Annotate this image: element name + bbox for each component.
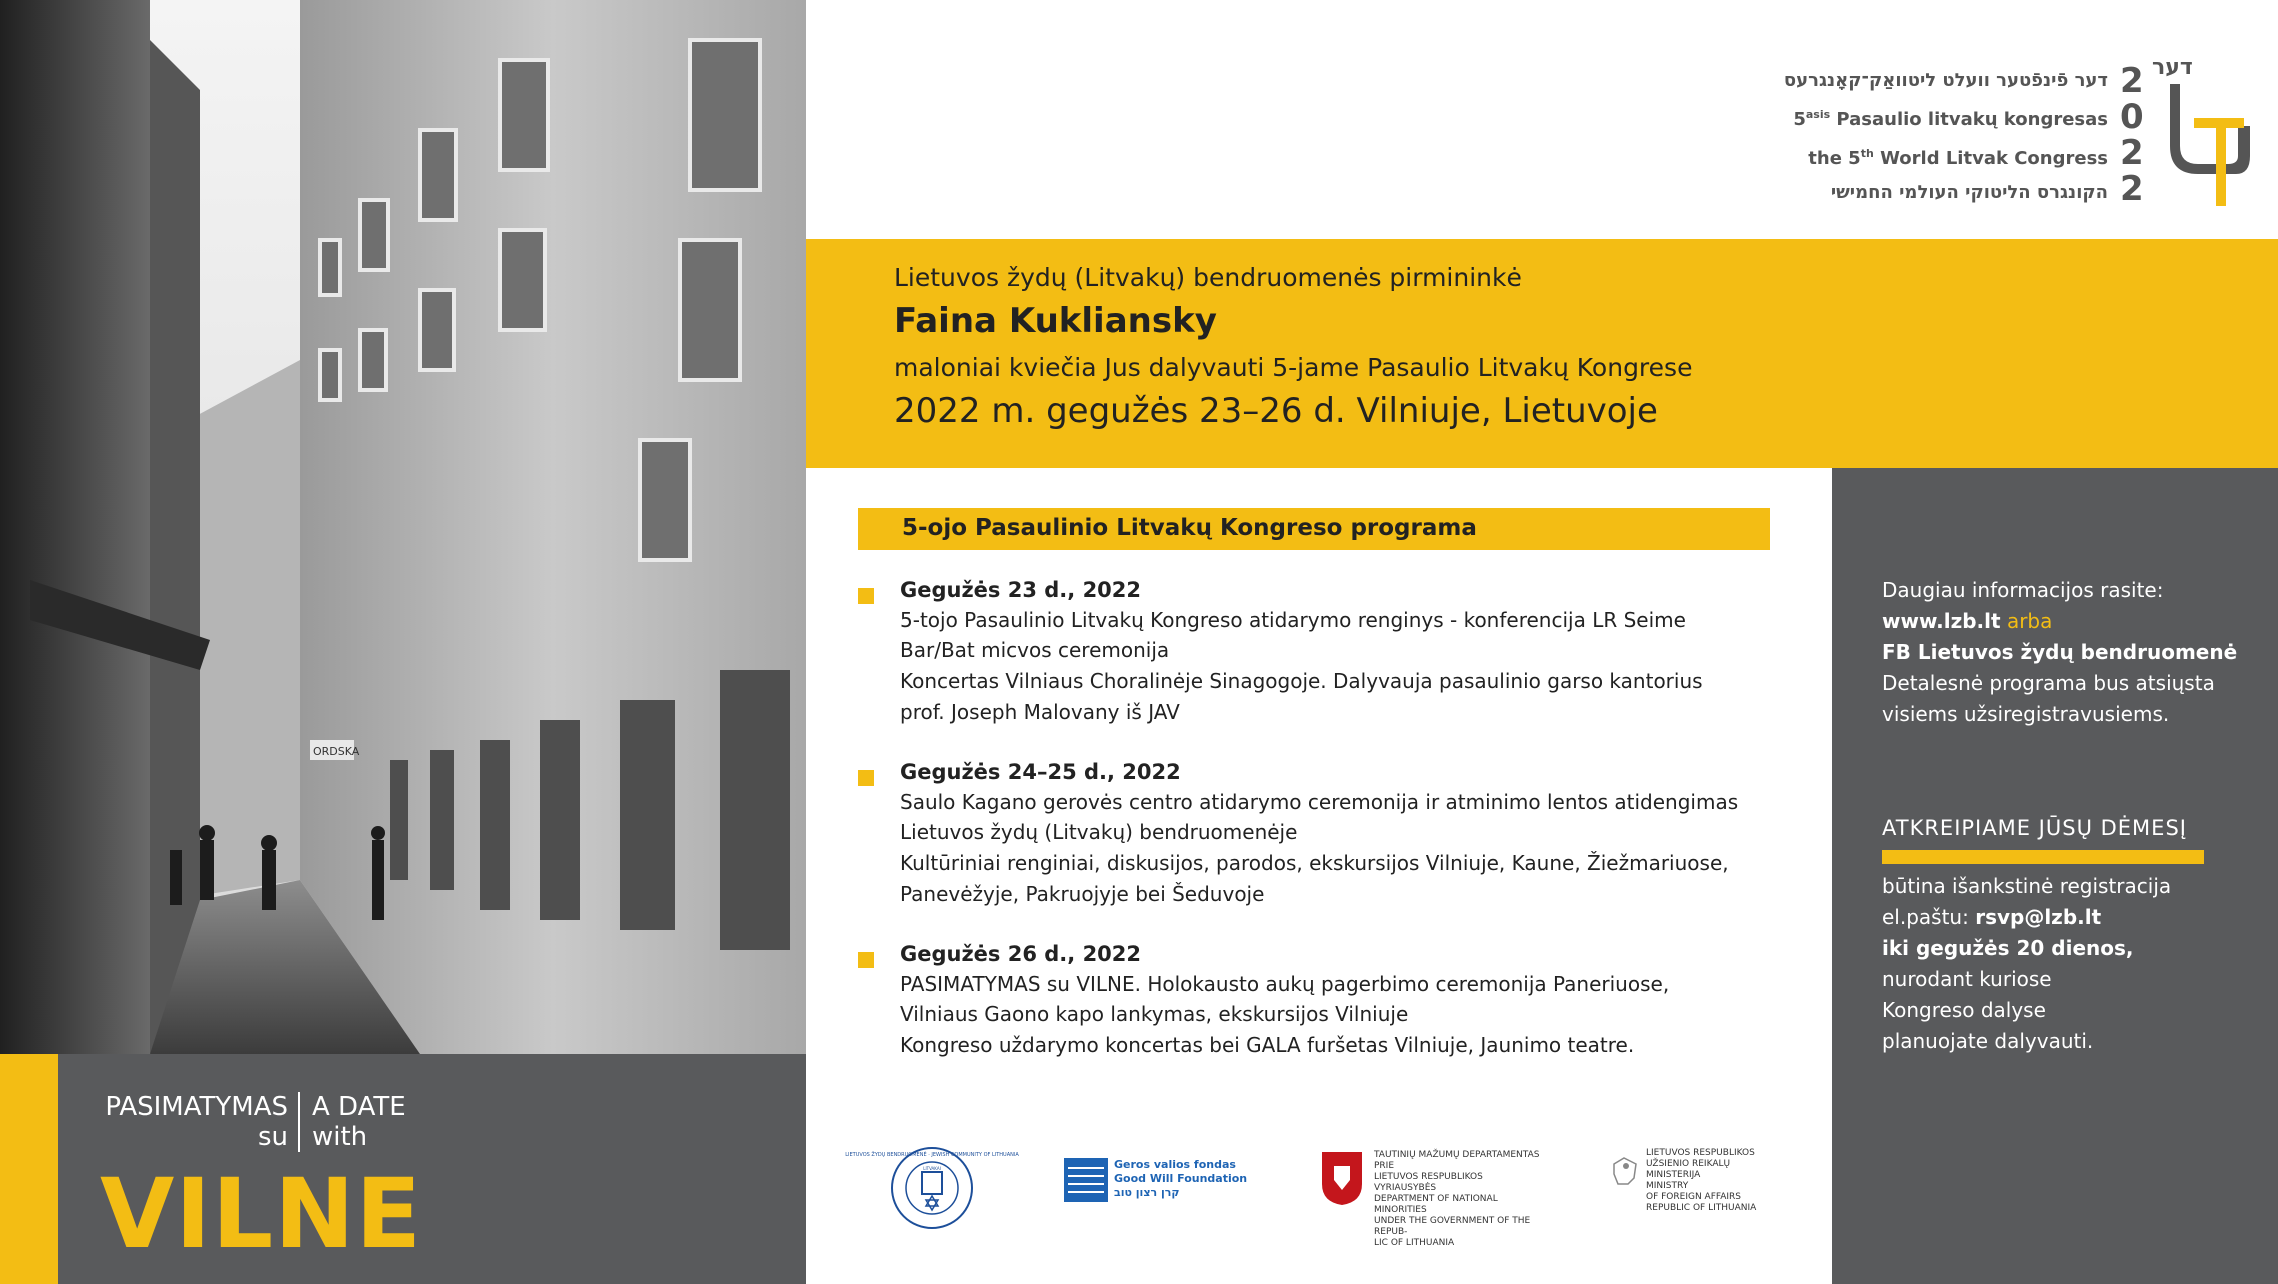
brand-yellow-strip [0,1054,58,1284]
invitation-host-name: Faina Kukliansky [894,301,1217,341]
logo-year-digit: 0 [2120,97,2144,137]
invitation-text: maloniai kviečia Jus dalyvauti 5-jame Pasaulio Litvakų Kongrese [894,353,1693,382]
good-will-foundation-logo [1064,1158,1248,1208]
invitation-band [806,239,2278,468]
vilnius-street-photo [0,0,806,1054]
program-day-head: Gegužės 23 d., 2022 [900,578,1142,602]
program-item: Kongreso uždarymo koncertas bei GALA furšetas Vilniuje, Jaunimo teatre. [900,1033,1635,1057]
tmd-line: DEPARTMENT OF NATIONAL MINORITIES [1374,1194,1498,1215]
gwf-line2: Good Will Foundation [1114,1172,1248,1185]
lzb-inner-text: LITVAKAI [923,1166,941,1171]
or-text: arba [2006,609,2053,633]
brand-en-text [312,1092,452,1152]
urm-line: LIETUVOS RESPUBLIKOS [1646,1148,1755,1158]
program-item: Panevėžyje, Pakruojyje bei Šeduvoje [900,882,1265,906]
brand-en-line1: A DATE [312,1092,406,1122]
brand-en-line2: with [312,1122,368,1152]
program-item: Bar/Bat micvos ceremonija [900,638,1170,662]
tmd-line: LIETUVOS RESPUBLIKOS VYRIAUSYBĖS [1374,1172,1483,1193]
registration-line5: Kongreso dalyse [1882,998,2046,1022]
program-item: 5-tojo Pasaulinio Litvakų Kongreso atidarymo renginys - konferencija LR Seime [900,608,1686,632]
congress-name-en: the 5th World Litvak Congress [1808,147,2108,169]
logo-year-digit: 2 [2120,133,2144,173]
program-day [858,760,1798,920]
detail-line2: visiems užsiregistravusiems. [1882,702,2170,726]
program-day-head: Gegužės 26 d., 2022 [900,942,1142,966]
registration-line1: būtina išankstinė registracija [1882,874,2172,898]
gwf-line1: Geros valios fondas [1114,1158,1236,1171]
program-item: Koncertas Vilniaus Choralinėje Sinagogoje. Dalyvauja pasaulinio garso kantorius [900,669,1703,693]
program-day [858,942,1798,1072]
program-item: Vilniaus Gaono kapo lankymas, ekskursijos Vilniuje [900,1002,1409,1026]
program-day [858,578,1798,738]
site-line [1882,609,2052,633]
bullet-square-icon [858,952,874,968]
tmd-text [1374,1150,1544,1249]
litvak-congress-logo [2118,56,2258,208]
urm-line: MINISTERIJA [1646,1170,1701,1180]
lzb-ring-text: LIETUVOS ŽYDŲ BENDRUOMENĖ · JEWISH COMMUNITY OF LITHUANIA [845,1152,1019,1158]
congress-name-lt: $5^{asis}$ Pasaulio litvakų kongresas [1793,108,2108,130]
brand-lt-line1: PASIMATYMAS [105,1092,288,1122]
logo-mark-text: דער [2152,55,2193,80]
lzb-seal-logo [845,1144,1019,1232]
attention-heading: ATKREIPIAME JŪSŲ DĖMESĮ [1882,816,2187,840]
rsvp-email-link[interactable]: rsvp@lzb.lt [1975,905,2102,929]
sponsor-logos-row [806,1136,1832,1256]
program-item: Lietuvos žydų (Litvakų) bendruomenėje [900,820,1298,844]
urm-text [1646,1148,1786,1214]
attention-bar [1882,850,2204,864]
site-link[interactable]: www.lzb.lt [1882,609,2001,633]
bullet-square-icon [858,588,874,604]
urm-line: UŽSIENIO REIKALŲ [1646,1159,1731,1169]
program-day-head: Gegužės 24–25 d., 2022 [900,760,1181,784]
invitation-date-place: 2022 m. gegužės 23–26 d. Vilniuje, Lietuvoje [894,391,1658,431]
tmd-line: TAUTINIŲ MAŽUMŲ DEPARTAMENTAS PRIE [1374,1150,1540,1171]
registration-line4: nurodant kuriose [1882,967,2052,991]
logo-year-digit: 2 [2120,61,2144,101]
congress-name-hebrew: הקונגרס הליטוקי העולמי החמישי [1830,182,2108,203]
brand-lt-text [102,1092,288,1152]
registration-line2: el.paštu: rsvp@lzb.lt [1882,905,2102,929]
program-item: Saulo Kagano gerovės centro atidarymo ceremonija ir atminimo lentos atidengimas [900,790,1739,814]
brand-separator [298,1092,300,1152]
pasimatymas-brand-block [0,1054,806,1284]
tmd-line: LIC OF LITHUANIA [1374,1238,1455,1248]
gwf-line3: קרן רצון טוב [1114,1186,1180,1199]
urm-line: REPUBLIC OF LITHUANIA [1646,1203,1757,1213]
info-panel [1832,468,2278,1284]
congress-name-yiddish: דער פֿינפֿטער וועלט ליטוואַק־קאָנגרעס [1783,70,2108,91]
urm-line: OF FOREIGN AFFAIRS [1646,1192,1742,1202]
detail-line1: Detalesnė programa bus atsiųsta [1882,671,2215,695]
shop-sign: ORDSKA [313,745,360,758]
program-item: PASIMATYMAS su VILNE. Holokausto aukų pagerbimo ceremonija Paneriuose, [900,972,1670,996]
brand-lt-line2: su [257,1122,288,1152]
more-info-label: Daugiau informacijos rasite: [1882,578,2164,602]
foreign-affairs-ministry-logo [1608,1148,1788,1220]
registration-line6: planuojate dalyvauti. [1882,1029,2094,1053]
logo-year-digit: 2 [2120,169,2144,209]
urm-line: MINISTRY [1646,1181,1689,1191]
invitation-host-title: Lietuvos žydų (Litvakų) bendruomenės pirmininkė [894,263,1522,292]
bullet-square-icon [858,770,874,786]
program-title-bar [858,508,1770,550]
tmd-line: UNDER THE GOVERNMENT OF THE REPUB- [1374,1216,1531,1237]
program-item: Kultūriniai renginiai, diskusijos, parodos, ekskursijos Vilniuje, Kaune, Žiežmariuose, [900,851,1729,875]
registration-deadline: iki gegužės 20 dienos, [1882,936,2134,960]
brand-title-vilne: VILNE [100,1158,423,1270]
program-item: prof. Joseph Malovany iš JAV [900,700,1180,724]
congress-name-block [1628,64,2108,210]
program-title: 5-ojo Pasaulinio Litvakų Kongreso programa [902,515,1477,541]
national-minorities-dept-logo [1320,1150,1540,1248]
fb-link[interactable]: FB Lietuvos žydų bendruomenė [1882,640,2238,664]
